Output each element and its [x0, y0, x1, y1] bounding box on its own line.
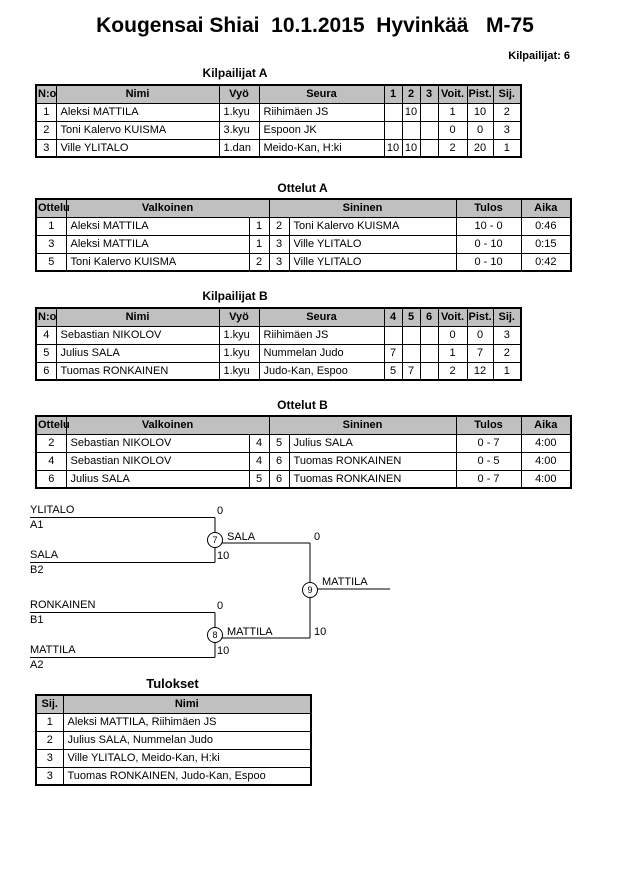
table-cell: Ville YLITALO: [56, 139, 219, 157]
table-row: [36, 713, 311, 731]
table-cell: Aleksi MATTILA: [66, 235, 249, 253]
col-header-place: Sij.: [36, 695, 63, 713]
table-cell: [420, 344, 438, 362]
table-cell: 1.kyu: [219, 362, 259, 380]
table-row: [36, 139, 521, 157]
col-header-blue: Sininen: [269, 416, 456, 434]
col-header-white: Valkoinen: [66, 416, 269, 434]
match-number: 9: [307, 585, 313, 595]
table-cell: Judo-Kan, Espoo: [259, 362, 384, 380]
col-header-4: 4: [384, 308, 402, 326]
section-heading-pool-b: Kilpailijat B: [202, 289, 268, 303]
matches-a-table: [35, 198, 572, 272]
col-header-time: Aika: [521, 416, 571, 434]
table-cell: 2: [438, 362, 467, 380]
col-header-time: Aika: [521, 199, 571, 217]
table-cell: Riihimäen JS: [259, 326, 384, 344]
col-header-match: Ottelu: [36, 416, 66, 434]
table-cell: 6: [36, 470, 66, 488]
table-cell: Julius SALA: [56, 344, 219, 362]
table-cell: [402, 121, 420, 139]
table-cell: Aleksi MATTILA: [66, 217, 249, 235]
bracket-player-name: RONKAINEN: [30, 599, 96, 611]
table-cell: Toni Kalervo KUISMA: [56, 121, 219, 139]
table-cell: Aleksi MATTILA, Riihimäen JS: [63, 713, 311, 731]
table-cell: Tuomas RONKAINEN: [56, 362, 219, 380]
table-cell: 3: [269, 253, 289, 271]
table-cell: 0:46: [521, 217, 571, 235]
matches-b-table: [35, 415, 572, 489]
bracket-winner-name: MATTILA: [227, 626, 273, 638]
table-cell: 1: [249, 235, 269, 253]
col-header-wins: Voit.: [438, 308, 467, 326]
table-cell: 2: [493, 103, 521, 121]
bracket-seed-label: B1: [30, 614, 44, 626]
table-row: [36, 749, 311, 767]
col-header-result: Tulos: [456, 416, 521, 434]
table-cell: 4:00: [521, 452, 571, 470]
table-cell: [420, 121, 438, 139]
table-cell: 1: [249, 217, 269, 235]
table-header-row: [36, 695, 311, 713]
table-cell: 0 - 5: [456, 452, 521, 470]
table-cell: 3: [36, 235, 66, 253]
table-row: [36, 731, 311, 749]
table-row: [36, 452, 571, 470]
table-cell: Ville YLITALO: [289, 253, 456, 271]
col-header-place: Sij.: [493, 308, 521, 326]
table-cell: Nummelan Judo: [259, 344, 384, 362]
section-heading-matches-b: Ottelut B: [277, 398, 328, 412]
table-cell: 2: [493, 344, 521, 362]
table-cell: 2: [269, 217, 289, 235]
table-cell: 1.kyu: [219, 103, 259, 121]
table-cell: 1.kyu: [219, 344, 259, 362]
section-heading-pool-a: Kilpailijat A: [202, 66, 268, 80]
bracket-seed-label: A1: [30, 519, 44, 531]
table-cell: 0 - 10: [456, 253, 521, 271]
col-header-points: Pist.: [467, 85, 493, 103]
table-cell: [420, 362, 438, 380]
table-body: [36, 103, 521, 157]
table-cell: Julius SALA: [66, 470, 249, 488]
table-cell: 7: [402, 362, 420, 380]
col-header-2: 2: [402, 85, 420, 103]
table-body: [36, 217, 571, 271]
table-cell: 1: [36, 217, 66, 235]
results-table: [35, 694, 312, 786]
table-cell: 12: [467, 362, 493, 380]
table-cell: [420, 139, 438, 157]
table-cell: 1: [493, 139, 521, 157]
table-cell: 0:15: [521, 235, 571, 253]
table-row: [36, 217, 571, 235]
table-row: [36, 253, 571, 271]
bracket-player-name: SALA: [30, 549, 59, 561]
table-header-row: [36, 416, 571, 434]
table-cell: [384, 103, 402, 121]
bracket-score: 0: [217, 505, 224, 517]
match-number: 8: [212, 630, 218, 640]
col-header-name: Nimi: [56, 308, 219, 326]
table-cell: 5: [249, 470, 269, 488]
col-header-belt: Vyö: [219, 308, 259, 326]
col-header-club: Seura: [259, 85, 384, 103]
table-cell: 10: [402, 103, 420, 121]
bracket-score: 10: [217, 645, 230, 657]
table-cell: Meido-Kan, H:ki: [259, 139, 384, 157]
table-cell: 4: [36, 452, 66, 470]
match-number: 7: [212, 535, 218, 545]
table-cell: 1: [438, 344, 467, 362]
table-cell: Toni Kalervo KUISMA: [66, 253, 249, 271]
table-cell: 20: [467, 139, 493, 157]
table-cell: 5: [36, 253, 66, 271]
table-cell: 0: [438, 326, 467, 344]
table-cell: 4: [36, 326, 56, 344]
table-cell: 2: [36, 121, 56, 139]
table-cell: Julius SALA, Nummelan Judo: [63, 731, 311, 749]
table-row: [36, 326, 521, 344]
table-cell: 6: [269, 452, 289, 470]
bracket-seed-label: A2: [30, 659, 44, 671]
col-header-6: 6: [420, 308, 438, 326]
table-cell: 4:00: [521, 470, 571, 488]
table-cell: 1: [493, 362, 521, 380]
section-heading-results: Tulokset: [146, 676, 199, 691]
table-body: [36, 434, 571, 488]
pool-b-table: [35, 307, 522, 381]
table-row: [36, 121, 521, 139]
table-cell: 4:00: [521, 434, 571, 452]
col-header-no: N:o: [36, 85, 56, 103]
table-body: [36, 713, 311, 785]
table-cell: 10: [402, 139, 420, 157]
table-header-row: [36, 199, 571, 217]
table-row: [36, 470, 571, 488]
table-cell: 7: [384, 344, 402, 362]
table-cell: Tuomas RONKAINEN: [289, 452, 456, 470]
table-cell: 6: [36, 362, 56, 380]
bracket-score: 0: [314, 531, 321, 543]
table-cell: 1: [36, 103, 56, 121]
table-cell: Toni Kalervo KUISMA: [289, 217, 456, 235]
col-header-belt: Vyö: [219, 85, 259, 103]
col-header-name: Nimi: [63, 695, 311, 713]
table-cell: 0: [438, 121, 467, 139]
table-cell: [402, 344, 420, 362]
bracket-player-name: YLITALO: [30, 504, 75, 516]
table-cell: 6: [269, 470, 289, 488]
bracket-winner-name: SALA: [227, 531, 256, 543]
table-cell: Sebastian NIKOLOV: [66, 452, 249, 470]
table-cell: Riihimäen JS: [259, 103, 384, 121]
table-header-row: [36, 308, 521, 326]
table-cell: 3: [269, 235, 289, 253]
section-heading-matches-a: Ottelut A: [277, 181, 328, 195]
table-cell: 3: [36, 767, 63, 785]
col-header-3: 3: [420, 85, 438, 103]
table-cell: 3: [493, 326, 521, 344]
table-cell: 5: [269, 434, 289, 452]
table-row: [36, 344, 521, 362]
table-cell: 0 - 7: [456, 434, 521, 452]
col-header-5: 5: [402, 308, 420, 326]
col-header-points: Pist.: [467, 308, 493, 326]
col-header-club: Seura: [259, 308, 384, 326]
table-cell: 10: [467, 103, 493, 121]
table-cell: Ville YLITALO, Meido-Kan, H:ki: [63, 749, 311, 767]
table-cell: 0 - 10: [456, 235, 521, 253]
col-header-blue: Sininen: [269, 199, 456, 217]
bracket-score: 0: [217, 600, 224, 612]
table-cell: Tuomas RONKAINEN: [289, 470, 456, 488]
table-cell: 10: [384, 139, 402, 157]
bracket-score: 10: [314, 626, 327, 638]
table-cell: Espoon JK: [259, 121, 384, 139]
col-header-white: Valkoinen: [66, 199, 269, 217]
pool-a-table: [35, 84, 522, 158]
col-header-place: Sij.: [493, 85, 521, 103]
table-cell: 3: [36, 139, 56, 157]
table-cell: 7: [467, 344, 493, 362]
table-cell: 4: [249, 434, 269, 452]
table-cell: 0:42: [521, 253, 571, 271]
table-cell: [420, 326, 438, 344]
table-cell: Julius SALA: [289, 434, 456, 452]
table-cell: Tuomas RONKAINEN, Judo-Kan, Espoo: [63, 767, 311, 785]
bracket-player-name: MATTILA: [30, 644, 76, 656]
bracket-score: 10: [217, 550, 230, 562]
table-cell: 3.kyu: [219, 121, 259, 139]
table-cell: Aleksi MATTILA: [56, 103, 219, 121]
table-cell: 0: [467, 121, 493, 139]
bracket-seed-label: B2: [30, 564, 44, 576]
table-row: [36, 767, 311, 785]
table-cell: 3: [493, 121, 521, 139]
table-cell: 1: [36, 713, 63, 731]
col-header-name: Nimi: [56, 85, 219, 103]
table-cell: 2: [36, 731, 63, 749]
competitor-count-label: Kilpailijat: 6: [508, 50, 570, 62]
table-cell: Ville YLITALO: [289, 235, 456, 253]
table-body: [36, 326, 521, 380]
table-row: [36, 235, 571, 253]
table-cell: Sebastian NIKOLOV: [66, 434, 249, 452]
bracket-diagram: [0, 500, 630, 680]
col-header-1: 1: [384, 85, 402, 103]
table-row: [36, 103, 521, 121]
table-cell: 5: [384, 362, 402, 380]
table-cell: 1: [438, 103, 467, 121]
table-cell: 2: [249, 253, 269, 271]
col-header-result: Tulos: [456, 199, 521, 217]
bracket-winner-name: MATTILA: [322, 576, 368, 588]
table-cell: 4: [249, 452, 269, 470]
table-cell: [384, 326, 402, 344]
col-header-match: Ottelu: [36, 199, 66, 217]
table-cell: 3: [36, 749, 63, 767]
table-row: [36, 362, 521, 380]
table-cell: 0 - 7: [456, 470, 521, 488]
table-cell: 0: [467, 326, 493, 344]
table-row: [36, 434, 571, 452]
table-cell: 5: [36, 344, 56, 362]
page-title: Kougensai Shiai 10.1.2015 Hyvinkää M-75: [96, 14, 534, 37]
table-cell: 2: [438, 139, 467, 157]
table-cell: 1.kyu: [219, 326, 259, 344]
table-cell: 1.dan: [219, 139, 259, 157]
table-cell: [384, 121, 402, 139]
table-header-row: [36, 85, 521, 103]
table-cell: 10 - 0: [456, 217, 521, 235]
table-cell: [420, 103, 438, 121]
table-cell: [402, 326, 420, 344]
col-header-wins: Voit.: [438, 85, 467, 103]
col-header-no: N:o: [36, 308, 56, 326]
table-cell: 2: [36, 434, 66, 452]
table-cell: Sebastian NIKOLOV: [56, 326, 219, 344]
